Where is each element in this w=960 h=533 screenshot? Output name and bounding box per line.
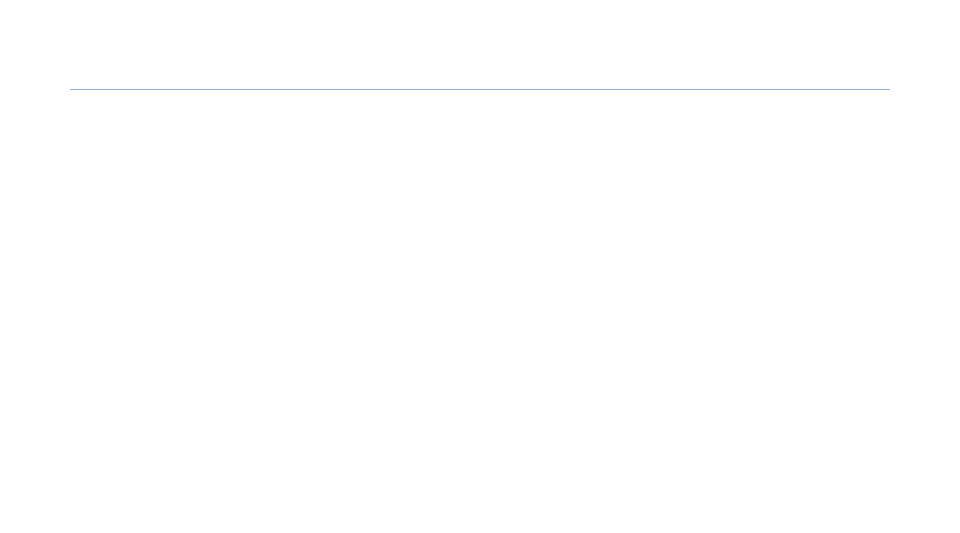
- header-rule: [70, 89, 890, 90]
- page-header: [70, 70, 890, 90]
